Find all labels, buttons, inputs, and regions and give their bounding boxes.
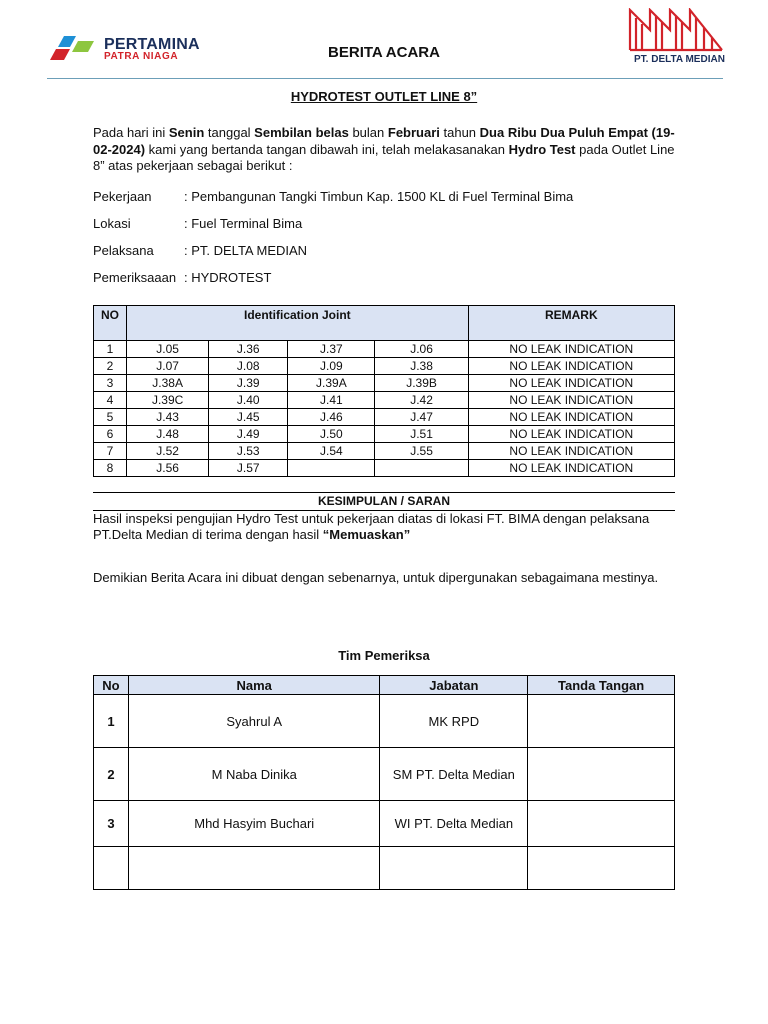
joint-cell: J.57 xyxy=(209,460,288,477)
remark-cell: NO LEAK INDICATION xyxy=(468,392,674,409)
row-no: 8 xyxy=(94,460,127,477)
detail-value: : PT. DELTA MEDIAN xyxy=(184,243,308,258)
joint-cell: J.40 xyxy=(209,392,288,409)
team-no: 3 xyxy=(94,801,129,847)
signature-cell xyxy=(528,748,675,801)
joint-cell: J.08 xyxy=(209,358,288,375)
team-jabatan: SM PT. Delta Median xyxy=(380,748,528,801)
table-row xyxy=(94,443,675,460)
team-jabatan: MK RPD xyxy=(380,695,528,748)
joint-cell: J.41 xyxy=(288,392,375,409)
table-row xyxy=(94,392,675,409)
remark-cell: NO LEAK INDICATION xyxy=(468,460,674,477)
joint-cell: J.05 xyxy=(127,341,209,358)
detail-label: Pelaksana xyxy=(93,243,154,258)
joint-table-header xyxy=(94,306,675,341)
joint-cell: J.56 xyxy=(127,460,209,477)
table-row xyxy=(94,409,675,426)
remark-cell: NO LEAK INDICATION xyxy=(468,409,674,426)
team-jabatan xyxy=(380,847,528,890)
table-row xyxy=(94,341,675,358)
detail-value: : Pembangunan Tangki Timbun Kap. 1500 KL di Fuel Terminal Bima xyxy=(184,189,574,204)
detail-label: Pekerjaan xyxy=(93,189,152,204)
team-nama xyxy=(128,847,380,890)
intro-text: tahun xyxy=(439,125,480,140)
detail-value: : HYDROTEST xyxy=(184,270,272,285)
delta-median-logo-icon xyxy=(628,8,724,52)
patra-niaga-name: PATRA NIAGA xyxy=(104,51,179,62)
joint-cell: J.51 xyxy=(375,426,468,443)
conclusion-text xyxy=(93,511,683,543)
intro-text: kami yang bertanda tangan dibawah ini, telah melakasanakan xyxy=(145,141,509,157)
joint-cell: J.48 xyxy=(127,426,209,443)
detail-label: Pemeriksaaan xyxy=(93,270,177,285)
team-title: Tim Pemeriksa xyxy=(338,648,430,663)
joint-cell: J.07 xyxy=(127,358,209,375)
remark-cell: NO LEAK INDICATION xyxy=(468,358,674,375)
detail-value: : Fuel Terminal Bima xyxy=(184,216,303,231)
team-no xyxy=(94,847,129,890)
joint-cell: J.54 xyxy=(288,443,375,460)
remark-cell: NO LEAK INDICATION xyxy=(468,443,674,460)
header-divider xyxy=(47,78,723,79)
joint-cell: J.53 xyxy=(209,443,288,460)
remark-cell: NO LEAK INDICATION xyxy=(468,375,674,392)
delta-median-name: PT. DELTA MEDIAN xyxy=(634,54,725,65)
detail-label: Lokasi xyxy=(93,216,131,231)
signature-cell xyxy=(528,847,675,890)
intro-text: pada Outlet Line 8” atas pekerjaan sebagai berikut : xyxy=(93,141,675,173)
row-no: 5 xyxy=(94,409,127,426)
joint-cell: J.52 xyxy=(127,443,209,460)
intro-year: Dua Ribu Dua Puluh Empat (19-02-2024) xyxy=(93,125,675,157)
document-subtitle: HYDROTEST OUTLET LINE 8” xyxy=(290,89,478,104)
row-no: 3 xyxy=(94,375,127,392)
joint-cell: J.39 xyxy=(209,375,288,392)
remark-cell: NO LEAK INDICATION xyxy=(468,341,674,358)
joint-cell: J.37 xyxy=(288,341,375,358)
header-no: No xyxy=(94,676,129,695)
signature-cell xyxy=(528,801,675,847)
intro-month: Februari xyxy=(387,125,440,140)
joint-cell: J.39A xyxy=(288,375,375,392)
conclusion-body: Hasil inspeksi pengujian Hydro Test untuk pekerjaan diatas di lokasi FT. BIMA dengan pelaksana PT.Delta Median di terima dengan hasil xyxy=(93,511,650,542)
joint-cell: J.06 xyxy=(375,341,468,358)
joint-cell: J.46 xyxy=(288,409,375,426)
joint-cell: J.50 xyxy=(288,426,375,443)
intro-text: Pada hari ini xyxy=(93,125,169,140)
team-table-header xyxy=(94,676,675,695)
team-no: 1 xyxy=(94,695,129,748)
joint-cell xyxy=(288,460,375,477)
intro-day: Senin xyxy=(168,125,205,140)
header-jabatan: Jabatan xyxy=(380,676,528,695)
header-remark: REMARK xyxy=(468,306,674,341)
remark-cell: NO LEAK INDICATION xyxy=(468,426,674,443)
team-no: 2 xyxy=(94,748,129,801)
conclusion-result: “Memuaskan” xyxy=(322,527,411,542)
team-nama: Syahrul A xyxy=(128,695,380,748)
team-table xyxy=(93,675,675,890)
header-no: NO xyxy=(94,306,127,341)
team-row xyxy=(94,801,675,847)
joint-cell: J.45 xyxy=(209,409,288,426)
row-no: 4 xyxy=(94,392,127,409)
intro-text: bulan xyxy=(348,125,388,140)
joint-cell: J.38A xyxy=(127,375,209,392)
joint-cell: J.38 xyxy=(375,358,468,375)
joint-cell: J.39B xyxy=(375,375,468,392)
pertamina-name: PERTAMINA xyxy=(104,36,200,53)
team-nama: Mhd Hasyim Buchari xyxy=(128,801,380,847)
header-tanda-tangan: Tanda Tangan xyxy=(528,676,675,695)
intro-text: tanggal xyxy=(204,125,255,140)
table-row xyxy=(94,460,675,477)
team-row xyxy=(94,748,675,801)
conclusion-heading: KESIMPULAN / SARAN xyxy=(93,492,675,511)
header-nama: Nama xyxy=(128,676,380,695)
row-no: 6 xyxy=(94,426,127,443)
table-row xyxy=(94,426,675,443)
row-no: 7 xyxy=(94,443,127,460)
joint-cell xyxy=(375,460,468,477)
table-row xyxy=(94,358,675,375)
delta-median-logo xyxy=(622,8,732,68)
signature-cell xyxy=(528,695,675,748)
joint-cell: J.55 xyxy=(375,443,468,460)
team-nama: M Naba Dinika xyxy=(128,748,380,801)
closing-statement: Demikian Berita Acara ini dibuat dengan sebenarnya, untuk dipergunakan sebagaimana mestinya. xyxy=(93,570,659,585)
joint-cell: J.39C xyxy=(127,392,209,409)
row-no: 2 xyxy=(94,358,127,375)
table-row xyxy=(94,375,675,392)
intro-activity: Hydro Test xyxy=(508,141,576,157)
document-title: BERITA ACARA xyxy=(328,44,440,61)
team-jabatan: WI PT. Delta Median xyxy=(380,801,528,847)
joint-table xyxy=(93,305,675,477)
row-no: 1 xyxy=(94,341,127,358)
joint-cell: J.47 xyxy=(375,409,468,426)
intro-date: Sembilan belas xyxy=(254,125,349,140)
team-row xyxy=(94,695,675,748)
joint-cell: J.43 xyxy=(127,409,209,426)
joint-cell: J.49 xyxy=(209,426,288,443)
team-row xyxy=(94,847,675,890)
intro-paragraph xyxy=(93,125,675,175)
joint-cell: J.42 xyxy=(375,392,468,409)
header-identification-joint: Identification Joint xyxy=(127,306,469,341)
joint-cell: J.09 xyxy=(288,358,375,375)
joint-cell: J.36 xyxy=(209,341,288,358)
